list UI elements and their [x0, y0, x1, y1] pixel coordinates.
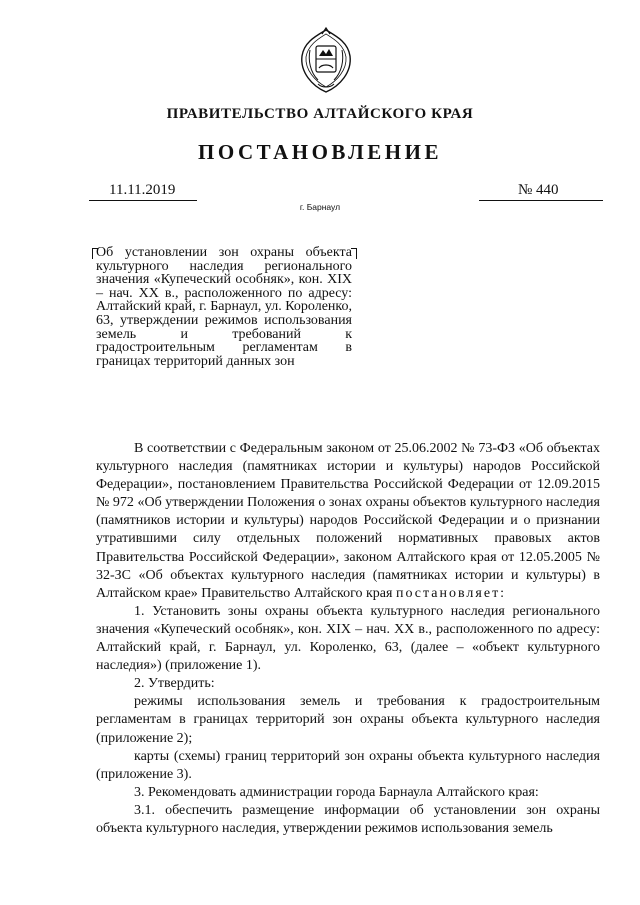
body-paragraph: 3.1. обеспечить размещение информации об установлении зон охраны объекта культурного наследия, утверждении режимов использования земель: [96, 802, 600, 836]
body-paragraph: режимы использования земель и требования к градостроительным регламентам в границах территорий зон охраны объекта культурного наследия (приложение 2);: [96, 694, 600, 746]
document-date: 11.11.2019: [109, 182, 176, 198]
preamble-text: В соответствии с Федеральным законом от 25.06.2002 № 73-ФЗ «Об объектах культурного наследия (памятниках истории и культуры) народов Российской Федерации», постановлением Правительства Российской Федерации от 12.09.2015 № 972 «Об утверждении Положения о зонах охраны объектов культурного наследия (памятников истории и культуры) народов Российской Федерации и о признании утратившими силу отдельных положений нормативных правовых актов Правительства Российской Федерации», законом Алтайского края от 12.05.2005 № 32-ЗС «Об объектах культурного наследия (памятниках истории и культуры) в Алтайском крае» Правительство Алтайского края: [96, 441, 600, 601]
right-corner-bracket: [351, 248, 357, 259]
body-paragraph: 2. Утвердить:: [134, 676, 215, 692]
coat-of-arms-emblem: [296, 26, 356, 96]
body-paragraph: 3. Рекомендовать администрации города Барнаула Алтайского края:: [134, 784, 539, 800]
left-corner-bracket: [92, 248, 98, 259]
body-paragraph: карты (схемы) границ территорий зон охраны объекта культурного наследия (приложение 3).: [96, 748, 600, 782]
document-number: № 440: [518, 182, 559, 198]
document-subject: Об установлении зон охраны объекта культурного наследия регионального значения «Купеческий особняк», кон. XIX – нач. XX в., расположенного по адресу: Алтайский край, г. Барнаул, ул. Короленко, 63, утверждении режимов использования земель и требований к градостроительным регламентам в границах территорий данных зон: [96, 245, 352, 369]
city-name: г. Барнаул: [299, 202, 341, 212]
date-underline: [89, 200, 197, 201]
organization-name: ПРАВИТЕЛЬСТВО АЛТАЙСКОГО КРАЯ: [166, 106, 474, 122]
document-type-title: ПОСТАНОВЛЕНИЕ: [198, 140, 442, 164]
subject-block: [96, 246, 352, 368]
body-paragraph: 1. Установить зоны охраны объекта культурного наследия регионального значения «Купеческий особняк», кон. XIX – нач. XX в., расположенного по адресу: Алтайский край, г. Барнаул, ул. Короленко, 63, (далее – «объект культурного наследия») (приложение 1).: [96, 603, 600, 674]
preamble-paragraph: [96, 440, 600, 603]
document-body: [96, 440, 600, 838]
number-underline: [479, 200, 603, 201]
decrees-word: постановляет:: [395, 585, 507, 601]
